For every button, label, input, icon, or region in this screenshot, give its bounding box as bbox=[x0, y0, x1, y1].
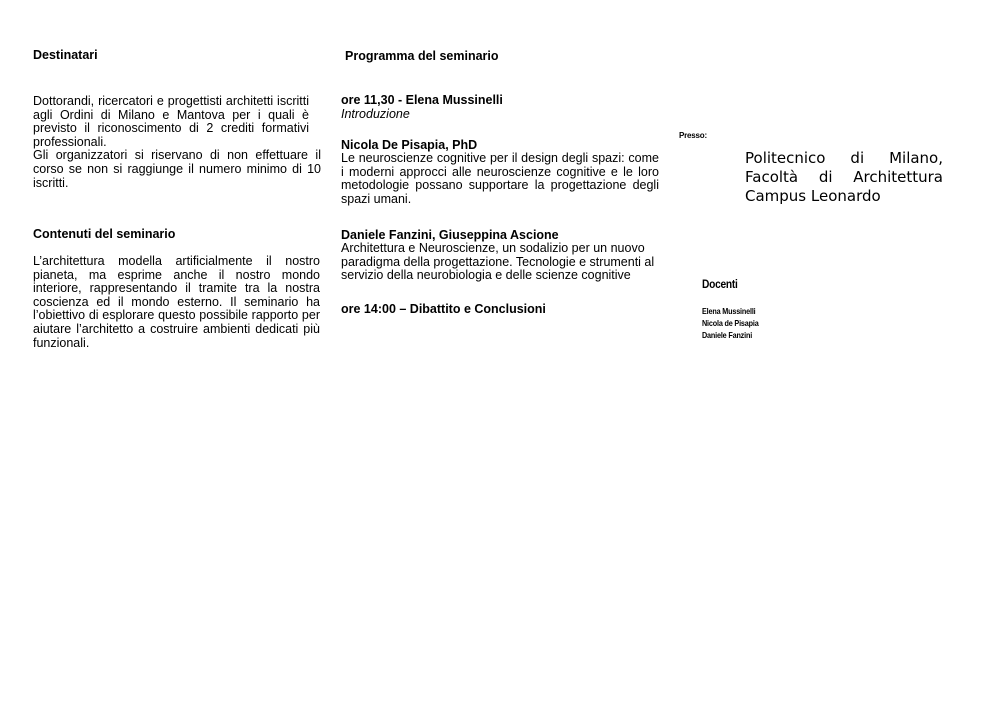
contenuti-title: Contenuti del seminario bbox=[33, 227, 176, 241]
session-2-speaker: Nicola De Pisapia, PhD bbox=[341, 138, 478, 152]
programma-title: Programma del seminario bbox=[345, 49, 499, 63]
session-1-subtitle: Introduzione bbox=[341, 107, 410, 121]
docente-name: Daniele Fanzini bbox=[702, 330, 753, 340]
docenti-list bbox=[702, 305, 769, 341]
session-4 bbox=[341, 302, 661, 316]
session-2-description: Le neuroscienze cognitive per il design degli spazi: come i moderni approcci alle neuroscienze cognitive e le loro metodologie possano supportare la progettazione degli spazi umani. bbox=[341, 151, 659, 206]
docenti-title: Docenti bbox=[702, 277, 738, 291]
contenuti-section bbox=[33, 227, 321, 242]
venue-text: Politecnico di Milano, Facoltà di Architettura Campus Leonardo bbox=[745, 149, 943, 205]
contenuti-paragraph: L’architettura modella artificialmente il nostro pianeta, ma esprime anche il nostro mondo interiore, rappresentando il tramite tra la nostra coscienza ed il mondo esterno. Il seminario ha l’obiettivo di esplorare questo possibile rapporto per aiutare l’architetto a costruire ambienti dedicati più funzionali. bbox=[33, 254, 320, 350]
docente-name: Nicola de Pisapia bbox=[702, 318, 759, 328]
destinatari-section bbox=[33, 48, 321, 63]
contenuti-body bbox=[33, 255, 320, 350]
programma-section bbox=[345, 49, 645, 64]
docente-name: Elena Mussinelli bbox=[702, 306, 756, 316]
destinatari-body bbox=[33, 95, 321, 190]
destinatari-title: Destinatari bbox=[33, 48, 98, 62]
session-1 bbox=[341, 93, 659, 121]
session-3-speaker: Daniele Fanzini, Giuseppina Ascione bbox=[341, 228, 559, 242]
session-2 bbox=[341, 138, 659, 206]
presso-label: Presso: bbox=[679, 131, 707, 140]
session-1-time-speaker: ore 11,30 - Elena Mussinelli bbox=[341, 93, 503, 107]
destinatari-paragraph-1: Dottorandi, ricercatori e progettisti architetti iscritti agli Ordini di Milano e Mantova per i quali è previsto il riconoscimento di 2 crediti formativi professionali. bbox=[33, 94, 309, 149]
session-3 bbox=[341, 228, 661, 283]
session-4-time-title: ore 14:00 – Dibattito e Conclusioni bbox=[341, 302, 546, 316]
destinatari-paragraph-2: Gli organizzatori si riservano di non effettuare il corso se non si raggiunge il numero minimo di 10 iscritti. bbox=[33, 148, 321, 190]
session-3-description: Architettura e Neuroscienze, un sodalizio per un nuovo paradigma della progettazione. Tecnologie e strumenti al servizio della neurobiologia e delle scienze cognitive bbox=[341, 241, 655, 283]
